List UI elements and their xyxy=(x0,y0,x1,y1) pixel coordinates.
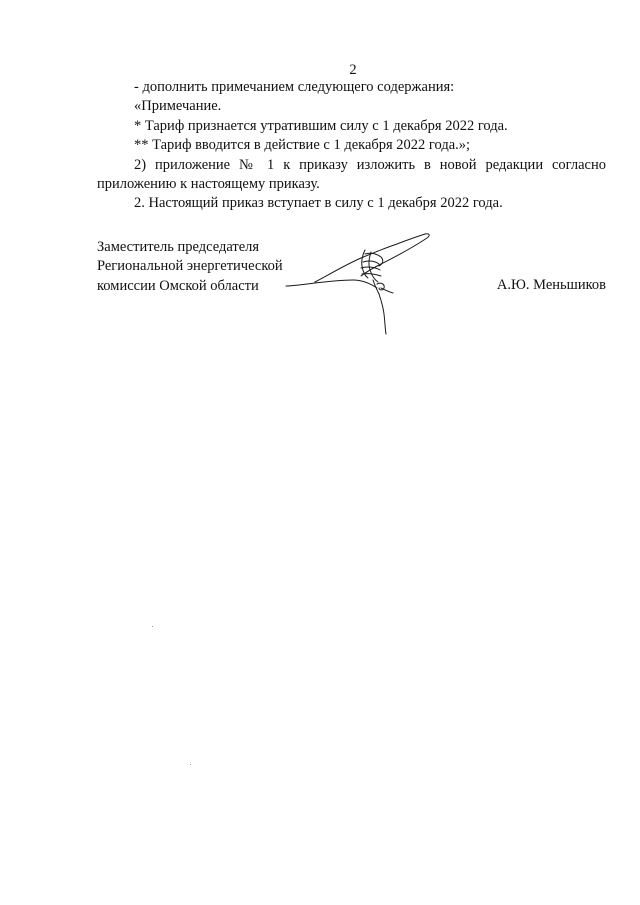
scan-speck xyxy=(190,764,191,765)
handwritten-signature-icon xyxy=(285,228,435,336)
scan-speck xyxy=(152,626,153,627)
signatory-name: А.Ю. Меньшиков xyxy=(496,277,606,293)
signatory-title-line-1: Заместитель председателя xyxy=(97,239,260,255)
paragraph-note-star-2: ** Тариф вводится в действие с 1 декабря 2022 года.»; xyxy=(134,137,471,154)
page-number: 2 xyxy=(349,62,357,78)
signatory-title-line-3: комиссии Омской области xyxy=(97,277,259,294)
paragraph-effective-date: 2. Настоящий приказ вступает в силу с 1 декабря 2022 года. xyxy=(134,195,503,212)
paragraph-amendment-intro: - дополнить примечанием следующего содержания: xyxy=(134,79,455,95)
signatory-title-line-2: Региональной энергетической xyxy=(97,258,283,275)
document-body xyxy=(97,78,606,214)
paragraph-item-2: 2) приложение № 1 к приказу изложить в новой редакции согласно приложению к настоящему приказу. xyxy=(97,156,606,193)
paragraph-note-star-1: * Тариф признается утратившим силу с 1 декабря 2022 года. xyxy=(134,117,508,134)
signatory-title xyxy=(97,238,283,296)
paragraph-note-heading: «Примечание. xyxy=(134,98,222,115)
